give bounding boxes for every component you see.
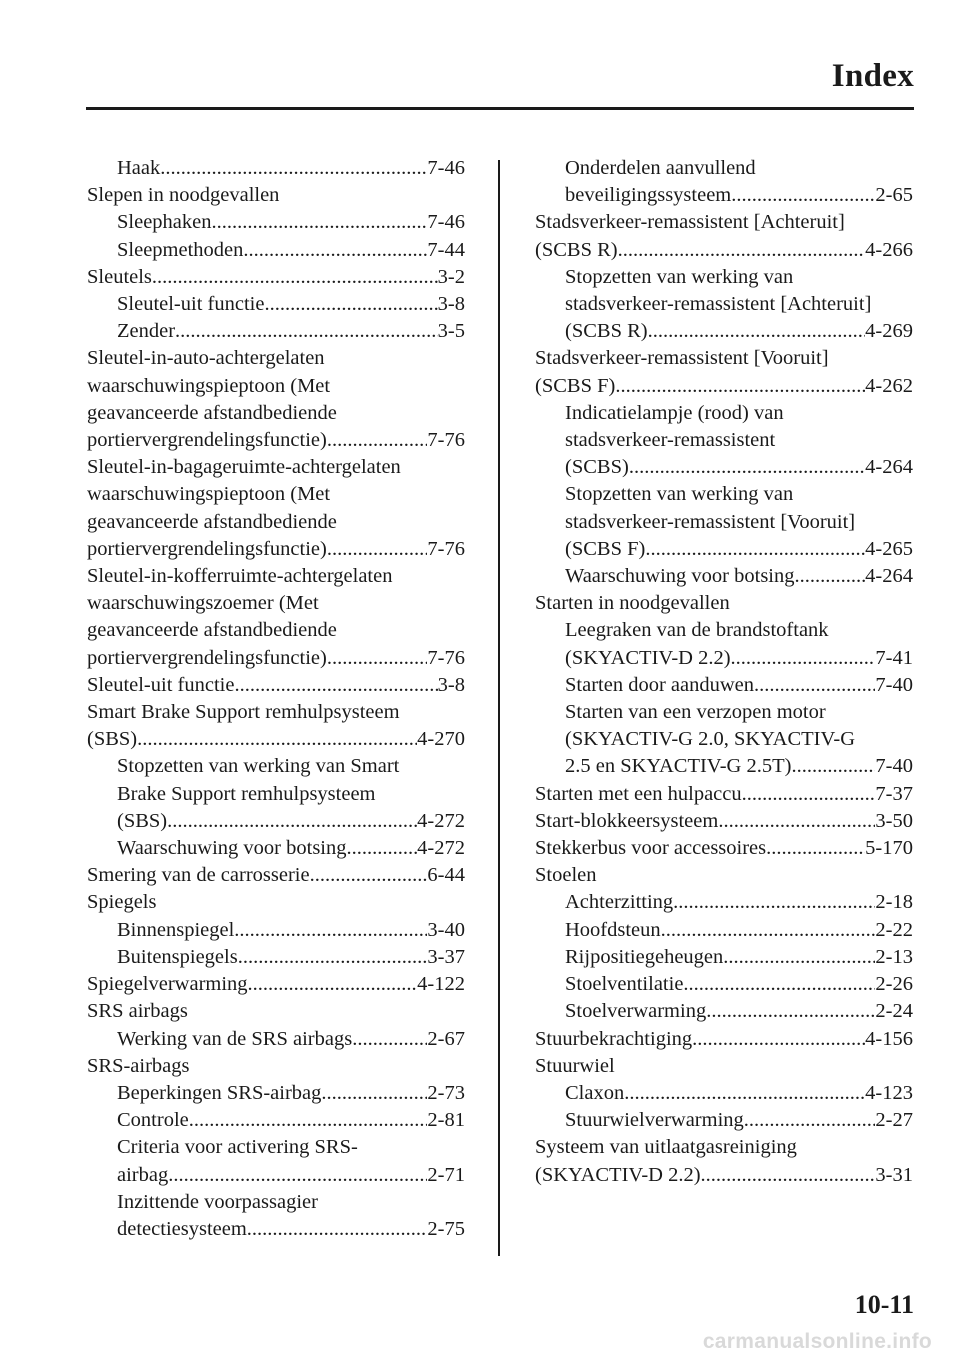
page-reference: 2-81	[427, 1109, 465, 1132]
entry-text: Systeem van uitlaatgasreiniging	[535, 1136, 797, 1159]
dot-leader	[692, 1026, 865, 1053]
entry-text: stadsverkeer-remassistent	[565, 429, 776, 452]
index-subentry	[535, 1107, 913, 1134]
index-subentry	[535, 1080, 913, 1107]
column-divider	[498, 160, 500, 1256]
entry-text: (SKYACTIV-D 2.2)	[565, 646, 731, 669]
entry-text: Indicatielampje (rood) van	[565, 401, 784, 424]
page-reference: 7-76	[427, 646, 465, 669]
dot-leader	[791, 753, 875, 780]
entry-text: Buitenspiegels	[117, 945, 238, 968]
page-reference: 2-18	[875, 891, 913, 914]
page-reference: 3-8	[437, 673, 465, 696]
index-subentry	[535, 998, 913, 1025]
page-reference: 4-266	[865, 238, 913, 261]
index-entry	[87, 998, 465, 1025]
page-reference: 3-40	[427, 918, 465, 941]
entry-text: Waarschuwing voor botsing	[565, 565, 795, 588]
page-reference: 2-22	[875, 918, 913, 941]
index-subentry	[87, 917, 465, 944]
entry-text: Spiegelverwarming	[87, 973, 248, 996]
page-reference: 2-73	[427, 1081, 465, 1104]
index-entry	[87, 454, 465, 563]
dot-leader	[234, 917, 427, 944]
index-subentry	[87, 753, 465, 835]
entry-text: portiervergrendelingsfunctie)	[87, 646, 327, 669]
title-rule	[86, 107, 914, 110]
index-subentry	[535, 944, 913, 971]
page-number: 10-11	[854, 1290, 914, 1319]
dot-leader	[754, 672, 875, 699]
entry-text: (SCBS F)	[535, 374, 616, 397]
index-subentry	[87, 237, 465, 264]
page-reference: 3-5	[437, 320, 465, 343]
page-reference: 4-156	[865, 1027, 913, 1050]
index-column-right	[535, 155, 913, 1189]
dot-leader	[247, 1216, 428, 1243]
entry-text: Sleutel-uit functie	[87, 673, 235, 696]
page-reference: 6-44	[427, 864, 465, 887]
page-reference: 2-26	[875, 973, 913, 996]
page-reference: 4-122	[417, 973, 465, 996]
entry-text: Starten van een verzopen motor	[565, 701, 826, 724]
index-entry	[535, 862, 913, 889]
dot-leader	[243, 237, 427, 264]
index-entry	[87, 182, 465, 209]
dot-leader	[189, 1107, 428, 1134]
index-entry	[535, 835, 913, 862]
dot-leader	[160, 155, 427, 182]
page-reference: 4-270	[417, 728, 465, 751]
dot-leader	[175, 318, 438, 345]
entry-text: Smart Brake Support remhulpsysteem	[87, 701, 400, 724]
entry-text: Sleephaken	[117, 211, 212, 234]
entry-text: Stuurwielverwarming	[565, 1109, 744, 1132]
index-subentry	[535, 481, 913, 563]
index-entry	[87, 699, 465, 753]
entry-text: geavanceerde afstandbediende	[87, 619, 337, 642]
index-entry	[87, 672, 465, 699]
entry-text: portiervergrendelingsfunctie)	[87, 537, 327, 560]
index-entry	[535, 781, 913, 808]
dot-leader	[347, 835, 418, 862]
index-subentry	[87, 944, 465, 971]
index-entry	[87, 971, 465, 998]
page-reference: 4-265	[865, 537, 913, 560]
page-reference: 2-67	[427, 1027, 465, 1050]
entry-text: Stopzetten van werking van	[565, 265, 794, 288]
index-subentry	[87, 835, 465, 862]
index-subentry	[535, 155, 913, 209]
dot-leader	[352, 1026, 427, 1053]
index-entry	[87, 1053, 465, 1080]
entry-text: Controle	[117, 1109, 189, 1132]
page-reference: 4-272	[417, 809, 465, 832]
index-subentry	[535, 617, 913, 671]
page-reference: 4-264	[865, 456, 913, 479]
dot-leader	[152, 264, 438, 291]
page-reference: 3-8	[437, 293, 465, 316]
entry-text: Onderdelen aanvullend	[565, 157, 756, 179]
page-reference: 3-37	[427, 945, 465, 968]
dot-leader	[648, 318, 866, 345]
dot-leader	[321, 1080, 427, 1107]
entry-text: Leegraken van de brandstoftank	[565, 619, 829, 642]
entry-text: Spiegels	[87, 891, 157, 914]
entry-text: Start-blokkeersysteem	[535, 809, 719, 832]
index-subentry	[535, 889, 913, 916]
page-reference: 3-31	[875, 1163, 913, 1186]
page-reference: 5-170	[865, 837, 913, 860]
page-reference: 7-46	[427, 211, 465, 234]
index-subentry	[87, 1189, 465, 1243]
dot-leader	[683, 971, 875, 998]
entry-text: (SCBS F)	[565, 537, 646, 560]
page-reference: 2-75	[427, 1217, 465, 1240]
dot-leader	[327, 536, 428, 563]
page-reference: 2-24	[875, 1000, 913, 1023]
entry-text: Starten in noodgevallen	[535, 592, 730, 615]
dot-leader	[766, 835, 865, 862]
page-reference: 7-44	[427, 238, 465, 261]
entry-text: geavanceerde afstandbediende	[87, 401, 337, 424]
index-column-left	[87, 155, 465, 1243]
index-entry	[535, 209, 913, 263]
entry-text: (SCBS)	[565, 456, 629, 479]
entry-text: (SKYACTIV-D 2.2)	[535, 1163, 701, 1186]
index-entry	[535, 808, 913, 835]
dot-leader	[718, 808, 875, 835]
index-subentry	[87, 209, 465, 236]
index-subentry	[535, 264, 913, 346]
dot-leader	[310, 862, 428, 889]
entry-text: waarschuwingszoemer (Met	[87, 592, 319, 615]
dot-leader	[661, 917, 876, 944]
dot-leader	[731, 182, 875, 209]
entry-text: (SCBS R)	[565, 320, 648, 343]
entry-text: Slepen in noodgevallen	[87, 184, 280, 207]
page-reference: 7-41	[875, 646, 913, 669]
dot-leader	[706, 998, 875, 1025]
entry-text: Sleutels	[87, 265, 152, 288]
index-subentry	[87, 318, 465, 345]
entry-text: 2.5 en SKYACTIV-G 2.5T)	[565, 755, 792, 778]
entry-text: Sleutel-in-auto-achtergelaten	[87, 347, 325, 370]
entry-text: Waarschuwing voor botsing	[117, 837, 347, 860]
index-subentry	[535, 917, 913, 944]
dot-leader	[624, 1080, 865, 1107]
index-entry	[535, 345, 913, 399]
index-entry	[535, 1026, 913, 1053]
entry-text: Werking van de SRS airbags	[117, 1027, 353, 1050]
entry-text: Binnenspiegel	[117, 918, 235, 941]
dot-leader	[731, 645, 876, 672]
entry-text: SRS-airbags	[87, 1054, 190, 1077]
entry-text: (SBS)	[87, 728, 138, 751]
page-reference: 4-269	[865, 320, 913, 343]
entry-text: Hoofdsteun	[565, 918, 661, 941]
dot-leader	[238, 944, 428, 971]
entry-text: Stopzetten van werking van Smart	[117, 755, 400, 778]
entry-text: Stekkerbus voor accessoires	[535, 837, 767, 860]
entry-text: waarschuwingspieptoon (Met	[87, 483, 331, 506]
dot-leader	[264, 291, 437, 318]
entry-text: Criteria voor activering SRS-	[117, 1136, 358, 1159]
entry-text: (SKYACTIV-G 2.0, SKYACTIV-G	[565, 728, 856, 751]
entry-text: Starten door aanduwen	[565, 673, 754, 696]
page-reference: 4-264	[865, 565, 913, 588]
index-entry	[87, 345, 465, 454]
index-entry	[87, 563, 465, 672]
entry-text: geavanceerde afstandbediende	[87, 510, 337, 533]
entry-text: airbag	[117, 1163, 169, 1186]
page-reference: 2-65	[875, 184, 913, 207]
entry-text: SRS airbags	[87, 1000, 188, 1023]
index-entry	[535, 1053, 913, 1080]
page-reference: 7-76	[427, 429, 465, 452]
index-entry	[535, 590, 913, 617]
page-reference: 3-50	[875, 809, 913, 832]
dot-leader	[742, 781, 876, 808]
entry-text: Stuurwiel	[535, 1054, 615, 1077]
index-entry	[535, 1134, 913, 1188]
entry-text: Brake Support remhulpsysteem	[117, 782, 376, 805]
entry-text: (SBS)	[117, 809, 168, 832]
entry-text: Sleutel-in-kofferruimte-achtergelaten	[87, 565, 393, 588]
watermark: carmanualsonline.info	[702, 1330, 932, 1353]
index-subentry	[535, 971, 913, 998]
entry-text: Sleepmethoden	[117, 238, 244, 261]
entry-text: Zender	[117, 320, 176, 343]
entry-text: beveiligingssysteem	[565, 184, 732, 207]
page-title: Index	[831, 58, 914, 94]
dot-leader	[795, 563, 866, 590]
entry-text: stadsverkeer-remassistent [Achteruit]	[565, 293, 872, 316]
entry-text: Stuurbekrachtiging	[535, 1027, 693, 1050]
entry-text: (SCBS R)	[535, 238, 618, 261]
entry-text: Rijpositiegeheugen	[565, 945, 724, 968]
page-reference: 7-76	[427, 537, 465, 560]
index-subentry	[87, 1026, 465, 1053]
page-reference: 2-27	[875, 1109, 913, 1132]
page-reference: 4-123	[865, 1081, 913, 1104]
dot-leader	[327, 645, 428, 672]
index-subentry	[87, 1134, 465, 1188]
dot-leader	[248, 971, 418, 998]
dot-leader	[701, 1162, 876, 1189]
page-reference: 3-2	[437, 265, 465, 288]
entry-text: Smering van de carrosserie	[87, 864, 310, 887]
dot-leader	[744, 1107, 876, 1134]
index-subentry	[87, 155, 465, 182]
index-subentry	[87, 1107, 465, 1134]
index-entry	[87, 264, 465, 291]
entry-text: Stoelverwarming	[565, 1000, 707, 1023]
entry-text: Beperkingen SRS-airbag	[117, 1081, 322, 1104]
page-reference: 2-71	[427, 1163, 465, 1186]
entry-text: detectiesysteem	[117, 1217, 247, 1240]
page-reference: 4-272	[417, 837, 465, 860]
dot-leader	[723, 944, 875, 971]
page-reference: 7-37	[875, 782, 913, 805]
page-reference: 7-46	[427, 157, 465, 179]
index-entry	[87, 889, 465, 916]
dot-leader	[645, 536, 865, 563]
index-subentry	[535, 563, 913, 590]
entry-text: Inzittende voorpassagier	[117, 1190, 318, 1213]
entry-text: Sleutel-uit functie	[117, 293, 265, 316]
entry-text: Stadsverkeer-remassistent [Vooruit]	[535, 347, 829, 370]
page-reference: 7-40	[875, 755, 913, 778]
page-reference: 2-13	[875, 945, 913, 968]
entry-text: Achterzitting	[565, 891, 674, 914]
entry-text: Starten met een hulpaccu	[535, 782, 742, 805]
entry-text: Stopzetten van werking van	[565, 483, 794, 506]
dot-leader	[615, 373, 865, 400]
dot-leader	[168, 1162, 427, 1189]
index-subentry	[87, 291, 465, 318]
dot-leader	[327, 427, 428, 454]
dot-leader	[234, 672, 437, 699]
entry-text: portiervergrendelingsfunctie)	[87, 429, 327, 452]
index-subentry	[535, 672, 913, 699]
index-subentry	[87, 1080, 465, 1107]
entry-text: stadsverkeer-remassistent [Vooruit]	[565, 510, 856, 533]
entry-text: waarschuwingspieptoon (Met	[87, 374, 331, 397]
entry-text: Stoelen	[535, 864, 597, 887]
entry-text: Sleutel-in-bagageruimte-achtergelaten	[87, 456, 401, 479]
entry-text: Claxon	[565, 1081, 625, 1104]
dot-leader	[167, 808, 417, 835]
dot-leader	[673, 889, 875, 916]
entry-text: Stoelventilatie	[565, 973, 684, 996]
dot-leader	[212, 209, 428, 236]
dot-leader	[618, 237, 866, 264]
index-entry	[87, 862, 465, 889]
index-subentry	[535, 400, 913, 482]
dot-leader	[629, 454, 865, 481]
dot-leader	[137, 726, 417, 753]
page-reference: 7-40	[875, 673, 913, 696]
entry-text: Haak	[117, 157, 161, 179]
entry-text: Stadsverkeer-remassistent [Achteruit]	[535, 211, 845, 234]
page-reference: 4-262	[865, 374, 913, 397]
index-subentry	[535, 699, 913, 781]
